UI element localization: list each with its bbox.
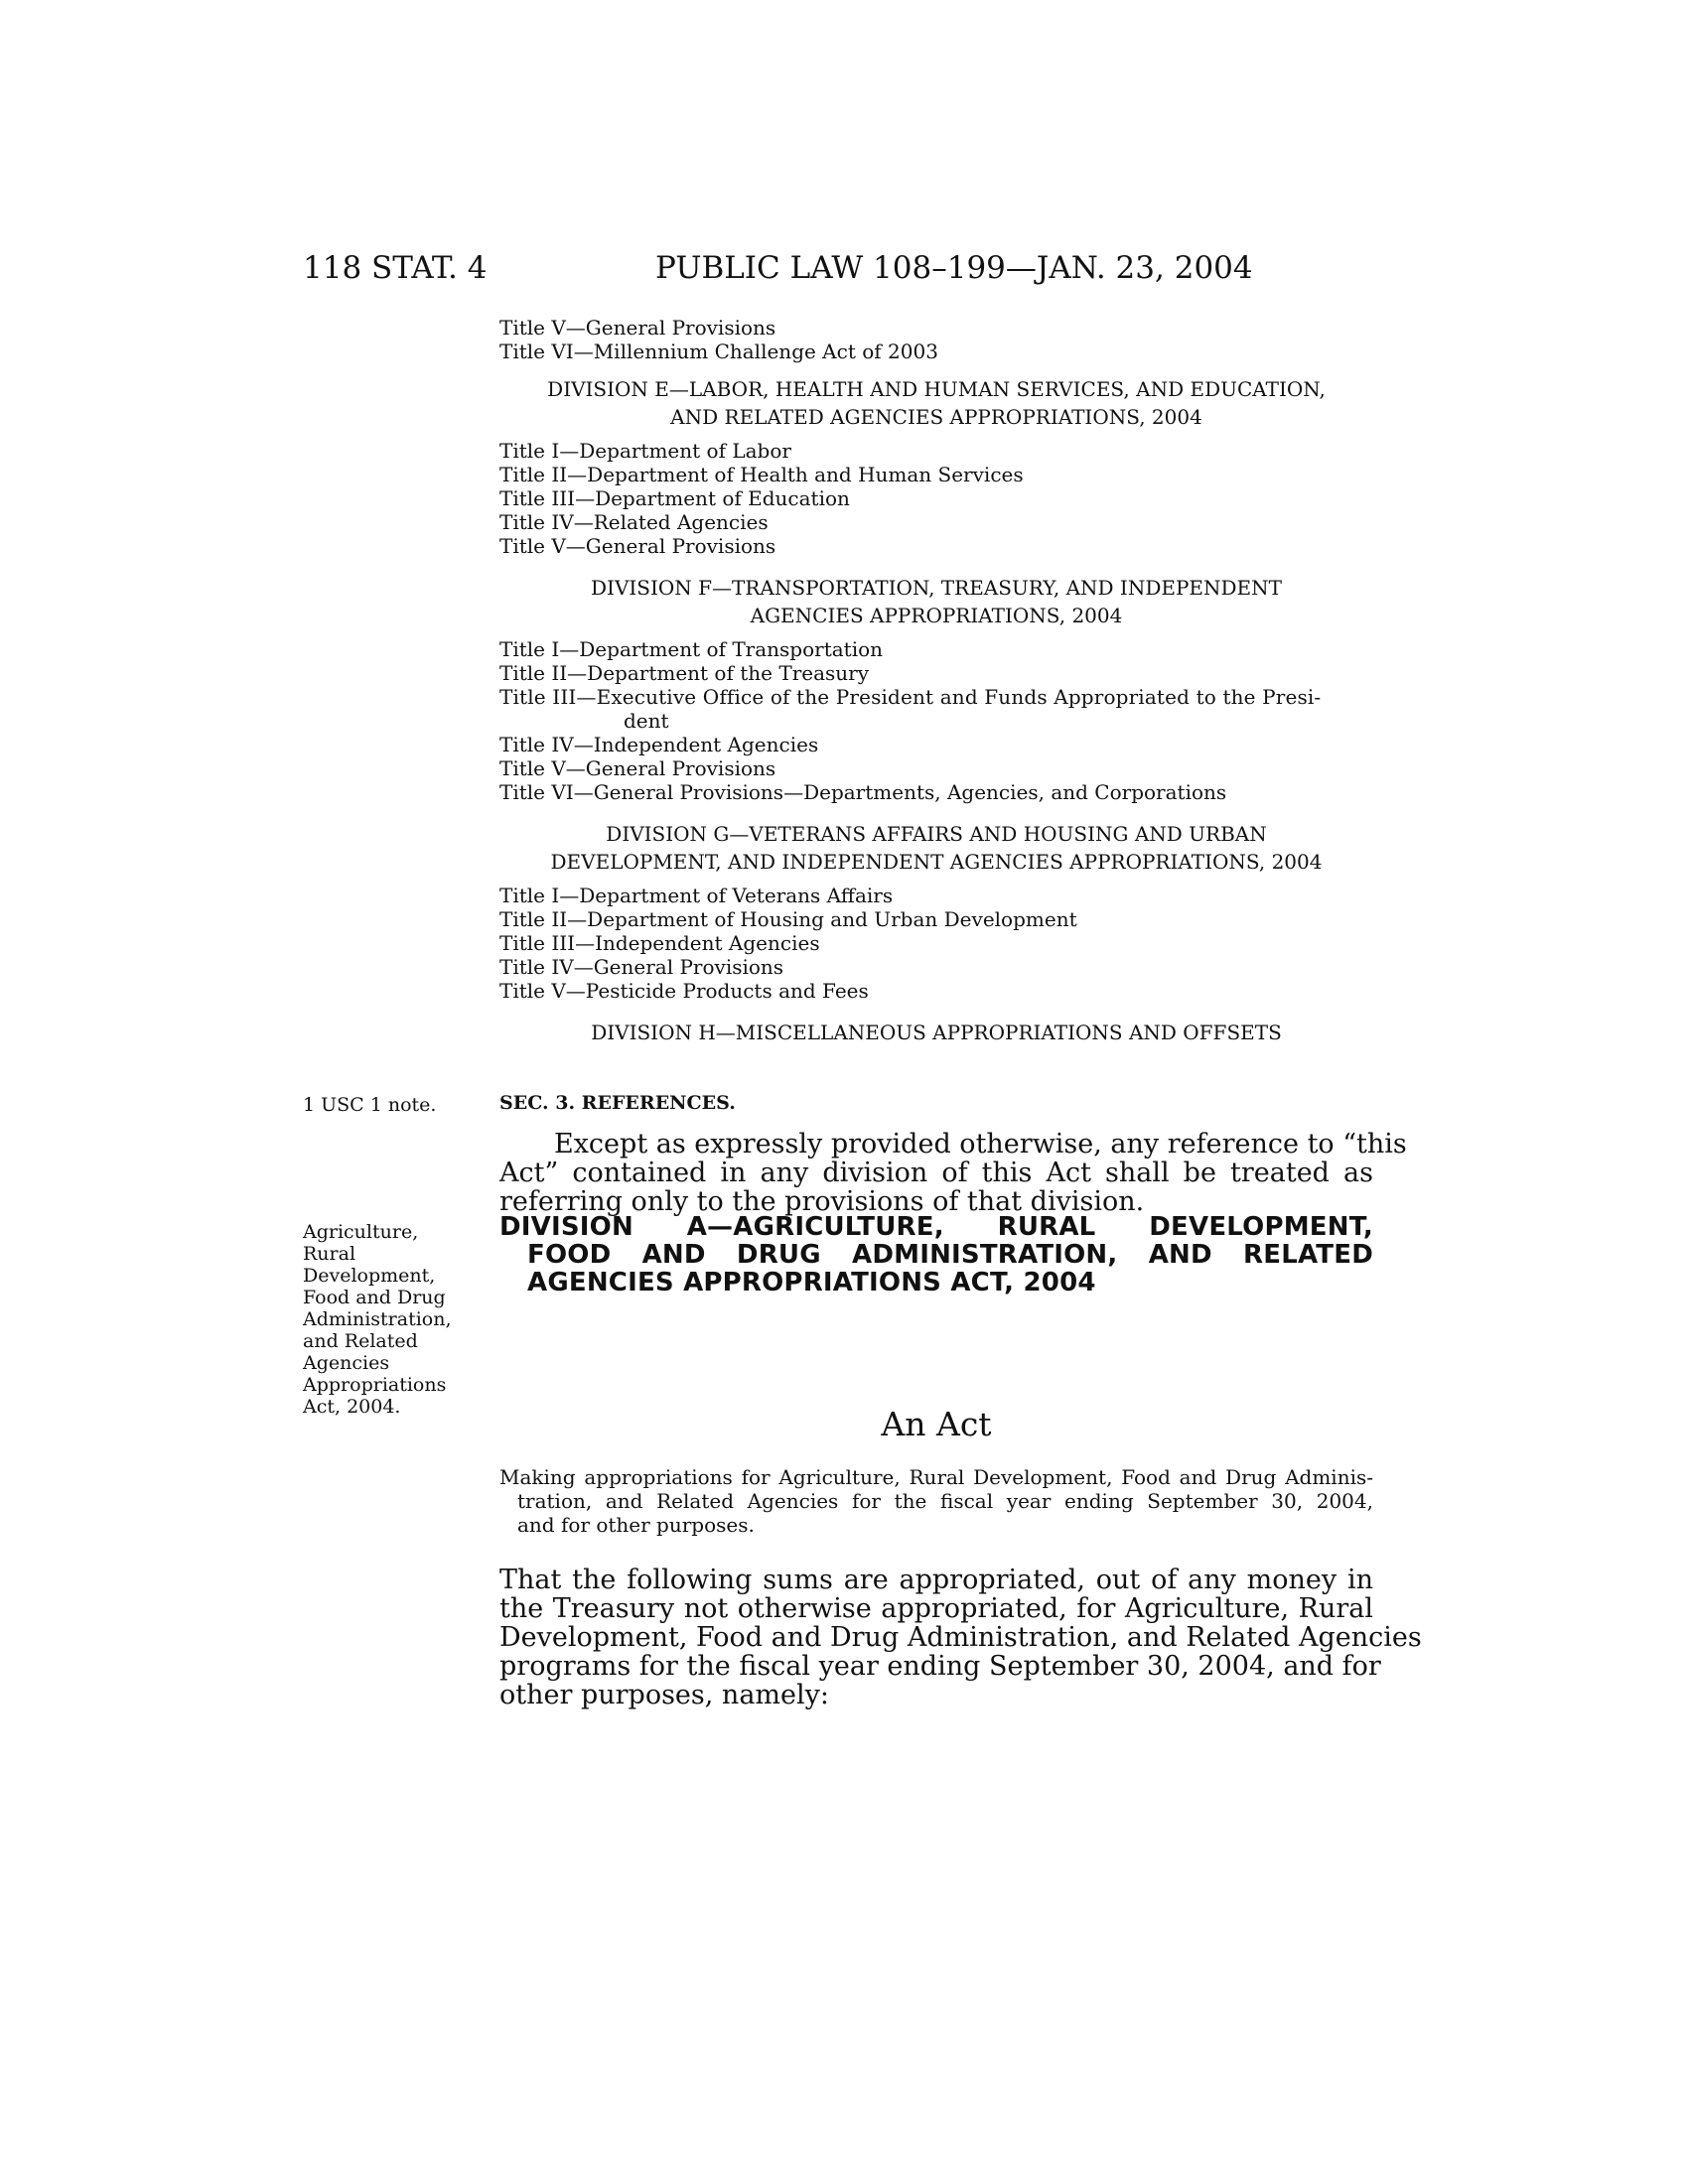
toc-item: Title III—Independent Agencies	[499, 931, 820, 955]
division-h-heading: DIVISION H—MISCELLANEOUS APPROPRIATIONS AND OFFSETS	[591, 1021, 1282, 1044]
sec3-heading: SEC. 3. REFERENCES.	[499, 1092, 736, 1114]
division-g-titles	[499, 884, 1373, 1003]
division-e-titles	[499, 439, 1373, 558]
sec3-margin-note: 1 USC 1 note.	[303, 1094, 437, 1116]
toc-item: Title V—General Provisions	[499, 316, 776, 340]
toc-item: Title II—Department of Health and Human Services	[499, 463, 1024, 486]
toc-item: Title III—Executive Office of the President and Funds Appropriated to the Presi-	[499, 685, 1322, 709]
toc-item: Title VI—General Provisions—Departments, Agencies, and Corporations	[499, 780, 1227, 804]
purpose-clause: Making appropriations for Agriculture, Rural Development, Food and Drug Adminis- tration, and Related Agencies for the fiscal year ending September 30, 2004, and for other purposes.	[499, 1465, 1373, 1537]
toc-item: Title V—General Provisions	[499, 756, 776, 780]
stat-page-number: 118 STAT. 4	[303, 250, 488, 286]
running-header: PUBLIC LAW 108–199—JAN. 23, 2004	[655, 250, 1253, 286]
division-g-heading: DIVISION G—VETERANS AFFAIRS AND HOUSING AND URBAN DEVELOPMENT, AND INDEPENDENT AGENCIES APPROPRIATIONS, 2004	[550, 822, 1323, 874]
toc-item: Title IV—Independent Agencies	[499, 733, 819, 756]
toc-item: Title I—Department of Veterans Affairs	[499, 884, 894, 907]
toc-item: Title IV—General Provisions	[499, 955, 784, 979]
toc-item: Title VI—Millennium Challenge Act of 2003	[499, 340, 938, 363]
toc-item: Title II—Department of Housing and Urban Development	[499, 907, 1077, 931]
toc-item-continuation: dent	[624, 709, 669, 733]
toc-item: Title I—Department of Labor	[499, 439, 791, 463]
toc-item: Title I—Department of Transportation	[499, 637, 884, 661]
toc-item: Title V—General Provisions	[499, 534, 776, 558]
toc-item: Title II—Department of the Treasury	[499, 661, 870, 685]
toc-item: Title IV—Related Agencies	[499, 510, 769, 534]
toc-item: Title V—Pesticide Products and Fees	[499, 979, 869, 1003]
division-f-titles	[499, 637, 1373, 804]
enacting-paragraph: That the following sums are appropriated, out of any money in the Treasury not otherwise appropriated, for Agriculture, Rural Development, Food and Drug Administration, and Related Agencies programs for the fiscal year ending September 30, 2004, and for other purposes, namely:	[499, 1565, 1422, 1710]
division-f-heading: DIVISION F—TRANSPORTATION, TREASURY, AND INDEPENDENT AGENCIES APPROPRIATIONS, 2004	[591, 576, 1282, 627]
an-act-title: An Act	[881, 1405, 992, 1443]
division-a-heading: DIVISION A—AGRICULTURE, RURAL DEVELOPMENT, FOOD AND DRUG ADMINISTRATION, AND RELATED AGENCIES APPROPRIATIONS ACT, 2004	[499, 1212, 1373, 1297]
toc-continuation	[499, 316, 1373, 363]
toc-item: Title III—Department of Education	[499, 486, 850, 510]
division-e-heading: DIVISION E—LABOR, HEALTH AND HUMAN SERVICES, AND EDUCATION, AND RELATED AGENCIES APPROPRIATIONS, 2004	[547, 377, 1326, 429]
sec3-paragraph: Except as expressly provided otherwise, any reference to “this Act” contained in any division of this Act shall be treated as referring only to the provisions of that division.	[499, 1129, 1407, 1217]
division-a-margin-note: Agriculture, Rural Development, Food and Drug Administration, and Related Agencies Appropriations Act, 2004.	[303, 1221, 452, 1418]
